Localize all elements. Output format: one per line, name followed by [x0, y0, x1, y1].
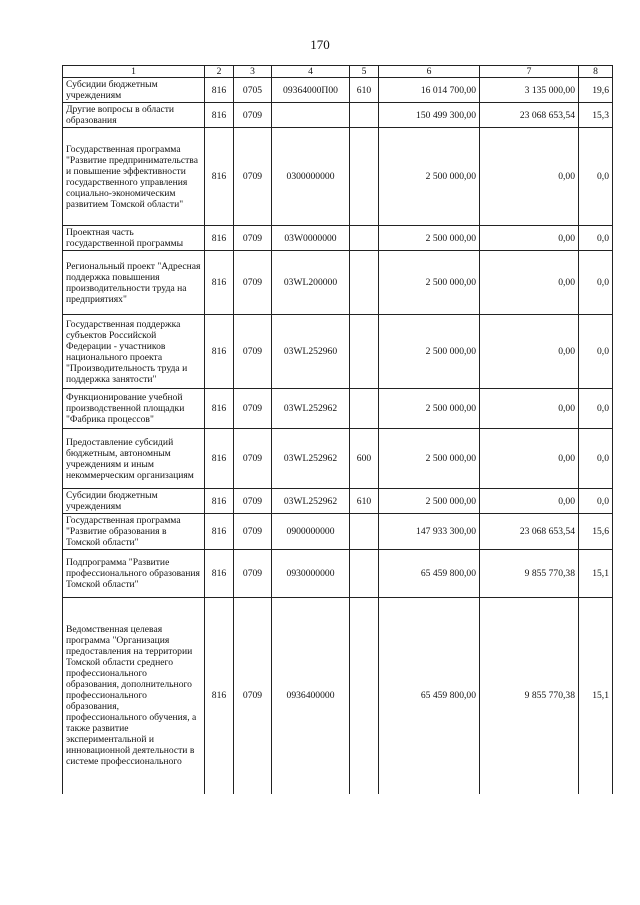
column-header: 1 — [63, 66, 205, 78]
row-col2-cell: 816 — [205, 389, 234, 429]
row-col8-cell: 0,0 — [579, 128, 613, 226]
row-name-cell: Предоставление субсидий бюджетным, автономным учреждениям и иным некоммерческим организациям — [63, 429, 205, 489]
row-col4-cell: 09364000П00 — [272, 78, 350, 103]
row-col6-cell: 2 500 000,00 — [379, 226, 480, 251]
row-col5-cell — [350, 550, 379, 598]
row-col2-cell: 816 — [205, 128, 234, 226]
row-col2-cell: 816 — [205, 226, 234, 251]
row-col7-cell: 0,00 — [480, 489, 579, 514]
row-col7-cell: 23 068 653,54 — [480, 514, 579, 550]
column-header: 5 — [350, 66, 379, 78]
row-col7-cell: 3 135 000,00 — [480, 78, 579, 103]
row-col8-cell: 0,0 — [579, 315, 613, 389]
row-col8-cell: 15,1 — [579, 550, 613, 598]
row-col6-cell: 16 014 700,00 — [379, 78, 480, 103]
row-col6-cell: 65 459 800,00 — [379, 550, 480, 598]
row-col8-cell: 0,0 — [579, 251, 613, 315]
row-col3-cell: 0709 — [234, 128, 272, 226]
table-row — [63, 550, 613, 598]
table-row — [63, 429, 613, 489]
table-row — [63, 514, 613, 550]
column-header: 7 — [480, 66, 579, 78]
row-col3-cell: 0709 — [234, 389, 272, 429]
row-col5-cell: 600 — [350, 429, 379, 489]
row-col4-cell: 03WL200000 — [272, 251, 350, 315]
row-col5-cell: 610 — [350, 489, 379, 514]
row-col3-cell: 0709 — [234, 550, 272, 598]
row-col8-cell: 0,0 — [579, 429, 613, 489]
row-col2-cell: 816 — [205, 251, 234, 315]
row-name-cell: Государственная программа "Развитие образования в Томской области" — [63, 514, 205, 550]
row-col7-cell: 23 068 653,54 — [480, 103, 579, 128]
row-col8-cell: 15,6 — [579, 514, 613, 550]
row-col6-cell: 2 500 000,00 — [379, 128, 480, 226]
table-row — [63, 226, 613, 251]
row-col2-cell: 816 — [205, 103, 234, 128]
table-row — [63, 251, 613, 315]
row-name-cell: Другие вопросы в области образования — [63, 103, 205, 128]
row-col6-cell: 2 500 000,00 — [379, 429, 480, 489]
row-col2-cell: 816 — [205, 489, 234, 514]
row-col4-cell: 0930000000 — [272, 550, 350, 598]
column-header: 2 — [205, 66, 234, 78]
row-col7-cell: 0,00 — [480, 226, 579, 251]
row-col7-cell: 0,00 — [480, 389, 579, 429]
row-col3-cell: 0709 — [234, 514, 272, 550]
row-col5-cell — [350, 128, 379, 226]
row-col6-cell: 147 933 300,00 — [379, 514, 480, 550]
row-col3-cell: 0709 — [234, 226, 272, 251]
row-col3-cell: 0709 — [234, 103, 272, 128]
row-col7-cell: 0,00 — [480, 251, 579, 315]
row-col2-cell: 816 — [205, 429, 234, 489]
row-col8-cell: 19,6 — [579, 78, 613, 103]
row-col3-cell: 0705 — [234, 78, 272, 103]
row-name-cell: Субсидии бюджетным учреждениям — [63, 489, 205, 514]
row-col4-cell: 0300000000 — [272, 128, 350, 226]
row-col4-cell — [272, 103, 350, 128]
table-row — [63, 128, 613, 226]
row-col3-cell: 0709 — [234, 598, 272, 794]
table-row — [63, 103, 613, 128]
row-col6-cell: 2 500 000,00 — [379, 251, 480, 315]
row-col5-cell — [350, 251, 379, 315]
row-name-cell: Государственная поддержка субъектов Российской Федерации - участников национального проекта "Производительность труда и поддержка занятости" — [63, 315, 205, 389]
row-name-cell: Государственная программа "Развитие предпринимательства и повышение эффективности государственного управления социально-экономическим развитием Томской области" — [63, 128, 205, 226]
row-col5-cell — [350, 226, 379, 251]
row-col4-cell: 03WL252962 — [272, 489, 350, 514]
table-row — [63, 315, 613, 389]
row-col7-cell: 0,00 — [480, 315, 579, 389]
row-col5-cell — [350, 315, 379, 389]
row-col6-cell: 2 500 000,00 — [379, 389, 480, 429]
row-col8-cell: 0,0 — [579, 489, 613, 514]
budget-table — [62, 65, 613, 794]
header-row — [63, 66, 613, 78]
row-col8-cell: 0,0 — [579, 226, 613, 251]
table-row — [63, 489, 613, 514]
row-col5-cell: 610 — [350, 78, 379, 103]
table-row — [63, 598, 613, 794]
row-col7-cell: 9 855 770,38 — [480, 550, 579, 598]
row-col2-cell: 816 — [205, 550, 234, 598]
column-header: 4 — [272, 66, 350, 78]
column-header: 6 — [379, 66, 480, 78]
row-col7-cell: 0,00 — [480, 128, 579, 226]
row-name-cell: Функционирование учебной производственной площадки "Фабрика процессов" — [63, 389, 205, 429]
row-col5-cell — [350, 514, 379, 550]
row-col2-cell: 816 — [205, 514, 234, 550]
row-col2-cell: 816 — [205, 315, 234, 389]
row-name-cell: Подпрограмма "Развитие профессионального образования Томской области" — [63, 550, 205, 598]
row-col4-cell: 0936400000 — [272, 598, 350, 794]
row-col8-cell: 15,3 — [579, 103, 613, 128]
row-col8-cell: 0,0 — [579, 389, 613, 429]
row-name-cell: Ведомственная целевая программа "Организация предоставления на территории Томской области среднего профессионального образования, дополнительного профессионального образования, профессионального обучения, а также развитие экспериментальной и инновационной деятельности в системе профессионального — [63, 598, 205, 794]
row-col8-cell: 15,1 — [579, 598, 613, 794]
row-name-cell: Региональный проект "Адресная поддержка повышения производительности труда на предприятиях" — [63, 251, 205, 315]
row-col3-cell: 0709 — [234, 489, 272, 514]
table-row — [63, 389, 613, 429]
row-col3-cell: 0709 — [234, 315, 272, 389]
row-name-cell: Субсидии бюджетным учреждениям — [63, 78, 205, 103]
row-col5-cell — [350, 389, 379, 429]
row-col3-cell: 0709 — [234, 251, 272, 315]
row-col6-cell: 65 459 800,00 — [379, 598, 480, 794]
row-col4-cell: 03W0000000 — [272, 226, 350, 251]
row-col2-cell: 816 — [205, 598, 234, 794]
row-col6-cell: 2 500 000,00 — [379, 315, 480, 389]
page-number: 170 — [310, 37, 330, 52]
table-row — [63, 78, 613, 103]
row-col4-cell: 03WL252960 — [272, 315, 350, 389]
row-col2-cell: 816 — [205, 78, 234, 103]
row-col7-cell: 0,00 — [480, 429, 579, 489]
column-header: 3 — [234, 66, 272, 78]
row-col3-cell: 0709 — [234, 429, 272, 489]
row-col6-cell: 150 499 300,00 — [379, 103, 480, 128]
row-name-cell: Проектная часть государственной программы — [63, 226, 205, 251]
row-col6-cell: 2 500 000,00 — [379, 489, 480, 514]
row-col4-cell: 03WL252962 — [272, 389, 350, 429]
row-col5-cell — [350, 598, 379, 794]
row-col4-cell: 03WL252962 — [272, 429, 350, 489]
column-header: 8 — [579, 66, 613, 78]
row-col5-cell — [350, 103, 379, 128]
row-col4-cell: 0900000000 — [272, 514, 350, 550]
row-col7-cell: 9 855 770,38 — [480, 598, 579, 794]
